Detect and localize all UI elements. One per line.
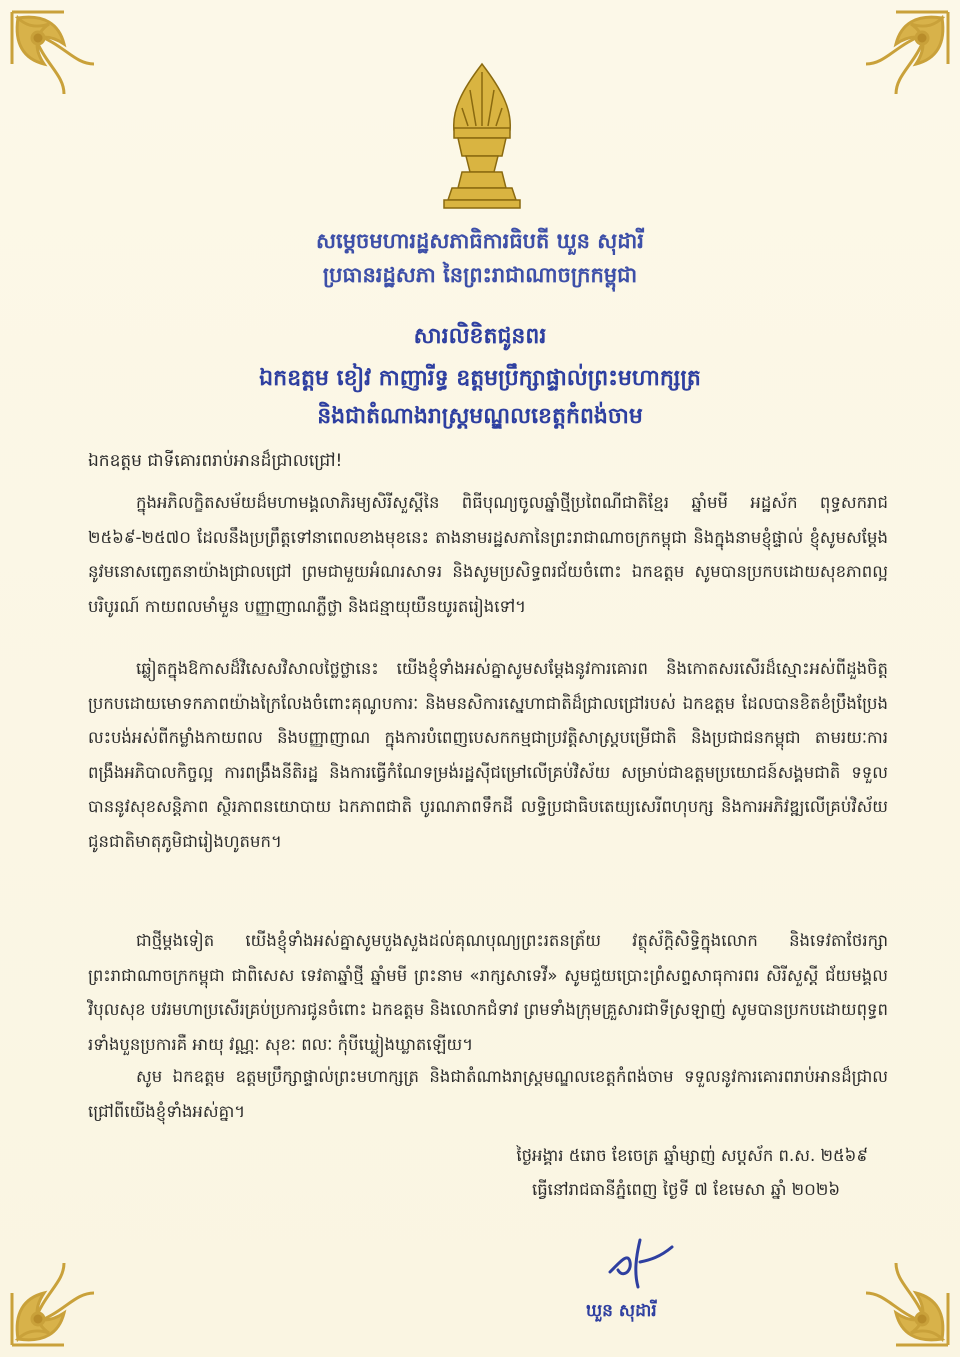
corner-ornament-icon [836, 1233, 956, 1353]
recipient-role-line: និងជាតំណាងរាស្ត្រមណ្ឌលខេត្តកំពង់ចាម [317, 404, 643, 429]
corner-ornament-icon [836, 4, 956, 124]
corner-ornament-icon [4, 4, 124, 124]
place-date: ធ្វើនៅរាជធានីភ្នំពេញ ថ្ងៃទី ៧ ខែមេសា ឆ្នាំ ២០២៦ [531, 1180, 840, 1199]
signature-icon [600, 1232, 680, 1292]
paragraph-4: សូម ឯកឧត្តម ឧត្តមប្រឹក្សាផ្ទាល់ព្រះមហាក្សត្រ និងជាតំណាងរាស្ត្រមណ្ឌលខេត្តកំពង់ចាម ទទួលនូវការគោរពរាប់អានដ៏ជ្រាលជ្រៅពីយើងខ្ញុំទាំងអស់គ្នា។ [88, 1067, 888, 1121]
corner-ornament-icon [4, 1233, 124, 1353]
lunar-date: ថ្ងៃអង្គារ ៥រោច ខែចេត្រ ឆ្នាំម្សាញ់ សប្តស័ក ព.ស. ២៥៦៩ [516, 1146, 868, 1165]
signer-name: ឃួន សុដារី [586, 1301, 657, 1321]
letter-title: សារលិខិតជូនពរ [413, 324, 547, 349]
issuer-position: ប្រធានរដ្ឋសភា នៃព្រះរាជាណាចក្រកម្ពុជា [322, 263, 638, 287]
national-assembly-emblem-icon [432, 60, 532, 220]
salutation: ឯកឧត្តម ជាទីគោរពរាប់អានដ៏ជ្រាលជ្រៅ! [88, 451, 343, 471]
paragraph-3: ជាថ្មីម្តងទៀត យើងខ្ញុំទាំងអស់គ្នាសូមបួងសួងដល់គុណបុណ្យព្រះរតនត្រ័យ វត្ថុស័ក្តិសិទ្ធិក្នុងលោក និងទេវតាថែរក្សាព្រះរាជាណាចក្រកម្ពុជា ជាពិសេស ទេវតាឆ្នាំថ្មី ឆ្នាំមមី ព្រះនាម «រាក្សសាទេវី» សូមជួយប្រោះព្រំសព្ទសាធុការពរ សិរីសួស្តី ជ័យមង្គល វិបុលសុខ បវរមហាប្រសើរគ្រប់ប្រការជូនចំពោះ ឯកឧត្តម និងលោកជំទាវ ព្រមទាំងក្រុមគ្រួសារជាទីស្រឡាញ់ សូមបានប្រកបដោយពុទ្ធពរទាំងបួនប្រការគឺ អាយុ វណ្ណៈ សុខៈ ពលៈ កុំបីឃ្លៀងឃ្លាតឡើយ។ [88, 931, 888, 1054]
recipient-line: ឯកឧត្តម ខៀវ កាញារីទ្ធ ឧត្តមប្រឹក្សាផ្ទាល់ព្រះមហាក្សត្រ [259, 366, 701, 391]
paragraph-1: ក្នុងអភិលក្ខិតសម័យដ៏មហាមង្គលាភិរម្យសិរីសួស្តីនៃ ពិធីបុណ្យចូលឆ្នាំថ្មីប្រពៃណីជាតិខ្មែរ ឆ្នាំមមី អដ្ឋស័ក ពុទ្ធសករាជ ២៥៦៩-២៥៧០ ដែលនឹងប្រព្រឹត្តទៅនាពេលខាងមុខនេះ តាងនាមរដ្ឋសភានៃព្រះរាជាណាចក្រកម្ពុជា និងក្នុងនាមខ្ញុំផ្ទាល់ ខ្ញុំសូមសម្តែងនូវមនោសញ្ចេតនាយ៉ាងជ្រាលជ្រៅ ព្រមជាមួយអំណរសាទរ និងសូមប្រសិទ្ធពរជ័យចំពោះ ឯកឧត្តម សូមបានប្រកបដោយសុខភាពល្អបរិបូរណ៍ កាយពលមាំមួន បញ្ញាញាណភ្លឺថ្លា និងជន្មាយុយឺនយូរតរៀងទៅ។ [88, 493, 888, 616]
paragraph-2: ឆ្លៀតក្នុងឱកាសដ៏វិសេសវិសាលថ្លៃថ្លានេះ យើងខ្ញុំទាំងអស់គ្នាសូមសម្តែងនូវការគោរព និងកោតសរសើរដ៏ស្មោះអស់ពីដួងចិត្តប្រកបដោយមោទកភាពយ៉ាងក្រៃលែងចំពោះគុណូបការៈ និងមនសិការស្នេហាជាតិដ៏ជ្រាលជ្រៅរបស់ ឯកឧត្តម ដែលបានខិតខំប្រឹងប្រែងលះបង់អស់ពីកម្លាំងកាយពល និងបញ្ញាញាណ ក្នុងការបំពេញបេសកកម្មជាប្រវត្តិសាស្ត្របម្រើជាតិ និងប្រជាជនកម្ពុជា តាមរយៈការពង្រឹងអភិបាលកិច្ចល្អ ការពង្រឹងនីតិរដ្ឋ និងការធ្វើកំណែទម្រង់រដ្ឋស៊ីជម្រៅលើគ្រប់វិស័យ សម្រាប់ជាឧត្តមប្រយោជន៍សង្គមជាតិ ទទួលបាននូវសុខសន្តិភាព ស្ថិរភាពនយោបាយ ឯកភាពជាតិ បូរណភាពទឹកដី លទ្ធិប្រជាធិបតេយ្យសេរីពហុបក្ស និងការអភិវឌ្ឍលើគ្រប់វិស័យ ជូនជាតិមាតុភូមិជារៀងហូតមក។ [88, 659, 888, 851]
issuer-title: សម្តេចមហារដ្ឋសភាធិការធិបតី ឃួន សុដារី [316, 229, 644, 253]
